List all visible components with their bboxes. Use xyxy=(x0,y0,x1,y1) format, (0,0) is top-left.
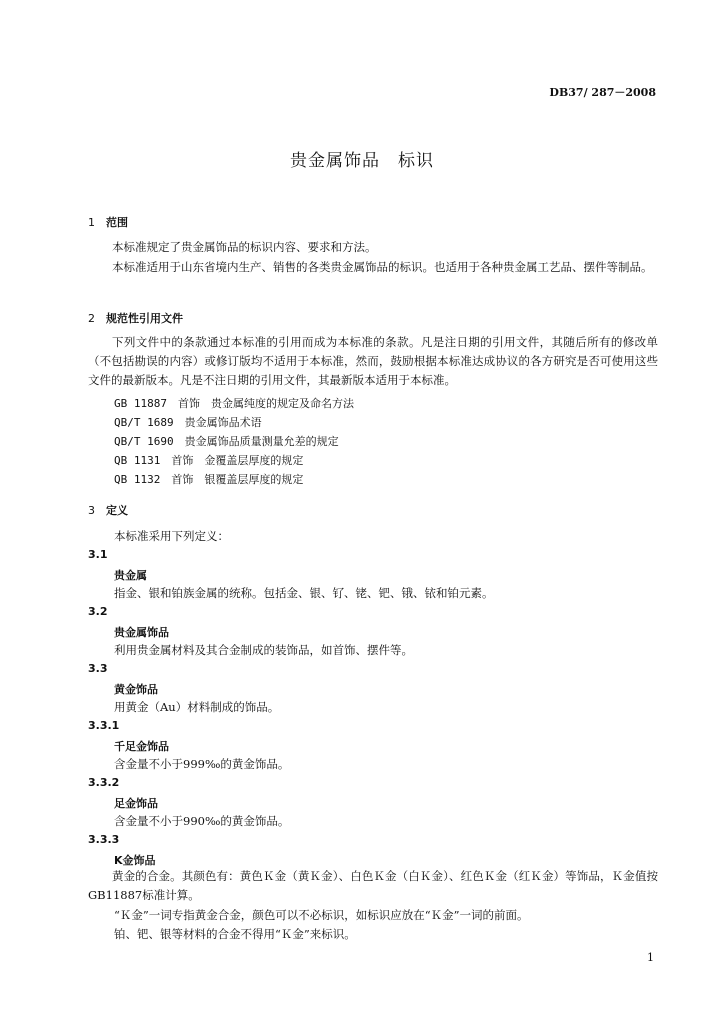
paragraph: 本标准适用于山东省境内生产、销售的各类贵金属饰品的标识。也适用于各种贵金属工艺品、摆件等制品。 xyxy=(112,260,653,274)
definition-text: 黄金的合金。其颜色有：黄色Ｋ金（黄Ｋ金）、白色Ｋ金（白Ｋ金）、红色Ｋ金（红Ｋ金）等饰品，Ｋ金值按GB11887标准计算。 xyxy=(88,869,658,902)
reference-title: 贵金属饰品质量测量允差的规定 xyxy=(184,435,339,448)
section-number: 1 xyxy=(88,216,95,229)
reference-item xyxy=(114,471,303,487)
reference-item xyxy=(114,395,354,411)
note-text: “Ｋ金”一词专指黄金合金，颜色可以不必标识，如标识应放在“Ｋ金”一词的前面。 xyxy=(114,908,529,922)
definition-number: 3.3.3 xyxy=(88,833,120,846)
definition-term: 黄金饰品 xyxy=(114,683,158,696)
section-2-heading xyxy=(88,310,183,326)
paragraph: 本标准采用下列定义： xyxy=(114,529,229,543)
reference-code: GB 11887 xyxy=(114,397,167,410)
note-text: 铂、钯、银等材料的合金不得用“Ｋ金”来标识。 xyxy=(114,927,356,941)
document-title: 贵金属饰品 标识 xyxy=(290,151,434,171)
section-number: 2 xyxy=(88,312,95,325)
definition-term: K金饰品 xyxy=(114,854,156,867)
definition-text: 含金量不小于999‰的黄金饰品。 xyxy=(114,757,290,771)
reference-code: QB 1131 xyxy=(114,454,161,467)
definition-text: 指金、银和铂族金属的统称。包括金、银、钌、铑、钯、锇、铱和铂元素。 xyxy=(114,586,494,600)
paragraph: 下列文件中的条款通过本标准的引用而成为本标准的条款。凡是注日期的引用文件，其随后所有的修改单（不包括勘误的内容）或修订版均不适用于本标准，然而，鼓励根据本标准达成协议的各方研究是否可使用这些文件的最新版本。凡是不注日期的引用文件，其最新版本适用于本标准。 xyxy=(88,335,658,387)
definition-term: 贵金属饰品 xyxy=(114,626,169,639)
reference-code: QB 1132 xyxy=(114,473,161,486)
definition-term: 贵金属 xyxy=(114,569,147,582)
definition-text: 利用贵金属材料及其合金制成的装饰品，如首饰、摆件等。 xyxy=(114,643,413,657)
reference-title: 首饰 金覆盖层厚度的规定 xyxy=(171,454,304,467)
page-number: 1 xyxy=(647,951,654,964)
section-title: 规范性引用文件 xyxy=(106,312,183,325)
definition-number: 3.2 xyxy=(88,605,108,618)
definition-number: 3.1 xyxy=(88,548,108,561)
definition-term: 足金饰品 xyxy=(114,797,158,810)
reference-title: 首饰 银覆盖层厚度的规定 xyxy=(171,473,304,486)
reference-title: 贵金属饰品术语 xyxy=(184,416,262,429)
section-number: 3 xyxy=(88,504,95,517)
definition-term: 千足金饰品 xyxy=(114,740,169,753)
section-3-heading xyxy=(88,502,128,518)
paragraph: 本标准规定了贵金属饰品的标识内容、要求和方法。 xyxy=(112,240,377,254)
section-title: 范围 xyxy=(106,216,128,229)
definition-number: 3.3 xyxy=(88,662,108,675)
section-title: 定义 xyxy=(106,504,128,517)
definition-text: 用黄金（Au）材料制成的饰品。 xyxy=(114,700,280,714)
reference-item xyxy=(114,433,339,449)
document-code: DB37/ 287－2008 xyxy=(549,86,656,99)
reference-item xyxy=(114,452,303,468)
reference-code: QB/T 1690 xyxy=(114,435,174,448)
definition-text: 含金量不小于990‰的黄金饰品。 xyxy=(114,814,290,828)
definition-number: 3.3.2 xyxy=(88,776,120,789)
reference-item xyxy=(114,414,262,430)
reference-code: QB/T 1689 xyxy=(114,416,174,429)
section-1-heading xyxy=(88,214,128,230)
definition-number: 3.3.1 xyxy=(88,719,120,732)
reference-title: 首饰 贵金属纯度的规定及命名方法 xyxy=(177,397,354,410)
